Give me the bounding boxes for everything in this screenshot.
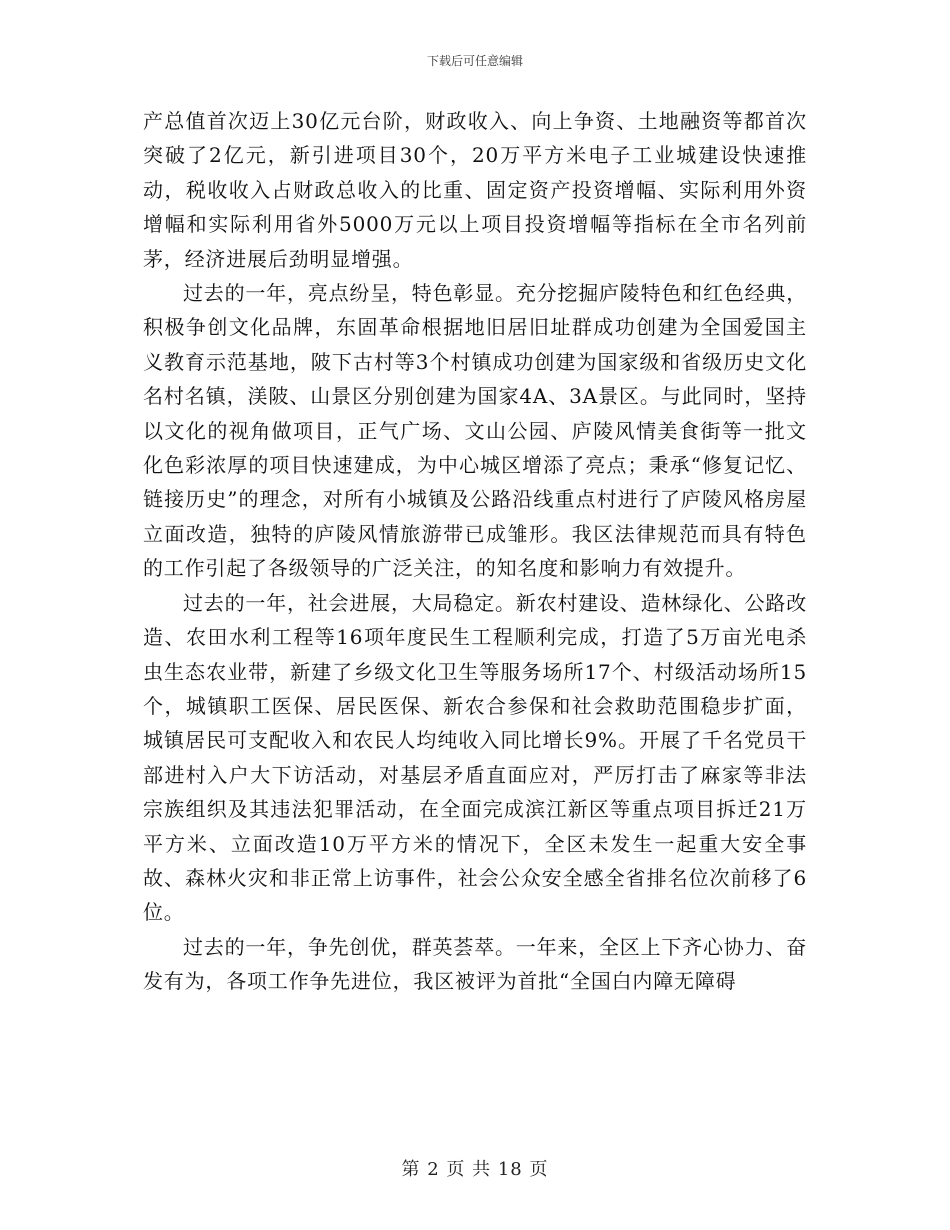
- paragraph-social-development: 过去的一年，社会进展，大局稳定。新农村建设、造林绿化、公路改造、农田水利工程等16项年度民生工程顺利完成，打造了5万亩光电杀虫生态农业带，新建了乡级文化卫生等服务场所17个、村级活动场所15个，城镇职工医保、居民医保、新农合参保和社会救助范围稳步扩面，城镇居民可支配收入和农民人均纯收入同比增长9%。开展了千名党员干部进村入户大下访活动，对基层矛盾直面应对，严厉打击了麻家等非法宗族组织及其违法犯罪活动，在全面完成滨江新区等重点项目拆迁21万平方米、立面改造10万平方米的情况下，全区未发生一起重大安全事故、森林火灾和非正常上访事件，社会公众安全感全省排名位次前移了6位。: [143, 590, 807, 925]
- paragraph-continuation: 产总值首次迈上30亿元台阶，财政收入、向上争资、土地融资等都首次突破了2亿元，新引进项目30个，20万平方米电子工业城建设快速推动，税收收入占财政总收入的比重、固定资产投资增幅、实际利用外资增幅和实际利用省外5000万元以上项目投资增幅等指标在全市名列前茅，经济进展后劲明显增强。: [143, 109, 807, 271]
- paragraph-highlights: 过去的一年，亮点纷呈，特色彰显。充分挖掘庐陵特色和红色经典，积极争创文化品牌，东固革命根据地旧居旧址群成功创建为全国爱国主义教育示范基地，陂下古村等3个村镇成功创建为国家级和省级历史文化名村名镇，渼陂、山景区分别创建为国家4A、3A景区。与此同时，坚持以文化的视角做项目，正气广场、文山公园、庐陵风情美食街等一批文化色彩浓厚的项目快速建成，为中心城区增添了亮点；秉承“修复记忆、链接历史”的理念，对所有小城镇及公路沿线重点村进行了庐陵风格房屋立面改造，独特的庐陵风情旅游带已成雏形。我区法律规范而具有特色的工作引起了各级领导的广泛关注，的知名度和影响力有效提升。: [143, 281, 807, 581]
- paragraph-excellence: 过去的一年，争先创优，群英荟萃。一年来，全区上下齐心协力、奋发有为，各项工作争先进位，我区被评为首批“全国白内障无障碍: [143, 934, 807, 994]
- page-number: 第 2 页 共 18 页: [401, 1159, 549, 1180]
- page-header: 下载后可任意编辑: [426, 54, 523, 68]
- document-body: [143, 104, 807, 999]
